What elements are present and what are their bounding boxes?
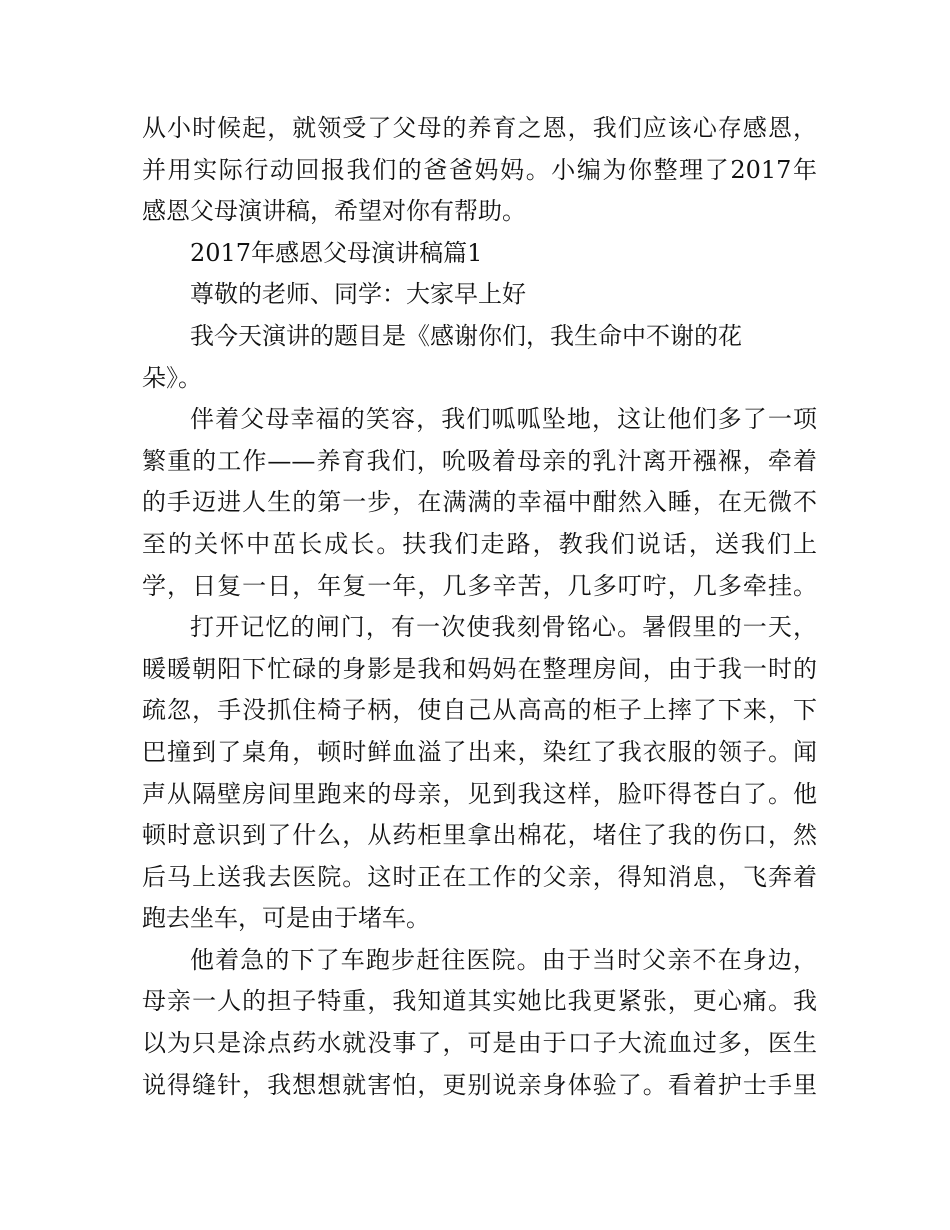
text-line: 暖暖朝阳下忙碌的身影是我和妈妈在整理房间，由于我一时的 [142,654,817,683]
text-line: 说得缝针，我想想就害怕，更别说亲身体验了。看着护士手里 [142,1070,817,1099]
text-line: 巴撞到了桌角，顿时鲜血溢了出来，染红了我衣服的领子。闻 [142,737,817,766]
text-line: 学，日复一日，年复一年，几多辛苦，几多叮咛，几多牵挂。 [142,571,817,600]
text-line: 感恩父母演讲稿，希望对你有帮助。 [142,197,526,226]
text-line: 从小时候起，就领受了父母的养育之恩，我们应该心存感恩， [142,114,817,142]
text-line: 至的关怀中茁长成长。扶我们走路，教我们说话，送我们上 [142,529,817,558]
document-body [142,108,817,1106]
text-line: 后马上送我去医院。这时正在工作的父亲，得知消息，飞奔着 [142,862,817,891]
text-line: 疏忽，手没抓住椅子柄，使自己从高高的柜子上摔了下来，下 [142,696,817,725]
text-line: 繁重的工作——养育我们，吮吸着母亲的乳汁离开襁褓，牵着 [142,446,817,475]
text-line: 的手迈进人生的第一步，在满满的幸福中酣然入睡，在无微不 [142,488,817,517]
text-line: 声从隔壁房间里跑来的母亲，见到我这样，脸吓得苍白了。他 [142,779,817,808]
text-line: 跑去坐车，可是由于堵车。 [142,904,430,933]
text-line: 打开记忆的闸门，有一次使我刻骨铭心。暑假里的一天， [190,613,817,642]
text-line: 以为只是涂点药水就没事了，可是由于口子大流血过多，医生 [142,1029,817,1058]
greeting-line: 尊敬的老师、同学：大家早上好 [190,280,526,309]
text-line: 母亲一人的担子特重，我知道其实她比我更紧张，更心痛。我 [142,987,817,1016]
text-line: 他着急的下了车跑步赶往医院。由于当时父亲不在身边， [190,945,817,974]
text-line: 我今天演讲的题目是《感谢你们，我生命中不谢的花 [190,321,742,350]
text-line: 并用实际行动回报我们的爸爸妈妈。小编为你整理了2017年 [142,155,817,184]
text-line: 朵》。 [142,363,202,392]
text-line: 伴着父母幸福的笑容，我们呱呱坠地，这让他们多了一项 [190,405,817,434]
section-heading: 2017年感恩父母演讲稿篇1 [190,238,483,267]
text-line: 顿时意识到了什么，从药柜里拿出棉花，堵住了我的伤口，然 [142,821,817,850]
